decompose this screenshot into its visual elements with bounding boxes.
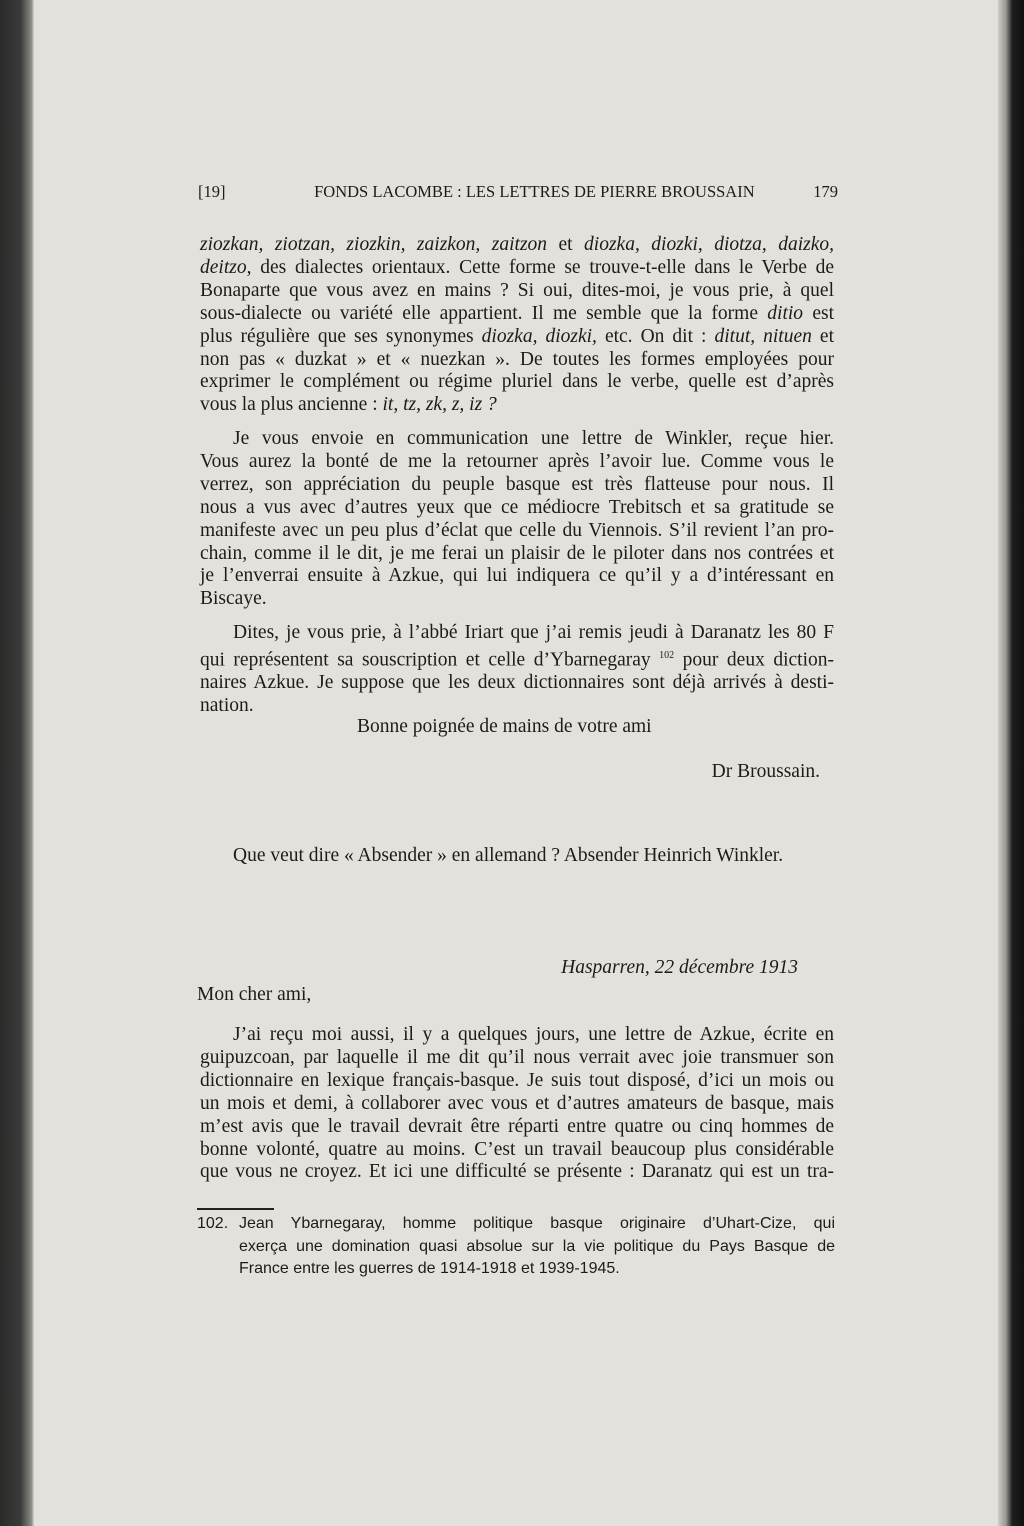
text-line — [200, 1161, 834, 1184]
text-segment: diozka, diozki, diotza, daizko, — [584, 234, 835, 255]
text-segment: etc. On dit : — [596, 325, 715, 347]
text-segment: naires Azkue. Je suppose que les deux dictionnaires sont déjà arrivés à desti- — [200, 672, 834, 694]
text-segment: it, tz, zk, z, iz ? — [382, 394, 497, 416]
text-line — [200, 543, 834, 566]
footnote-reference: 102 — [659, 649, 675, 661]
section-number: [19] — [198, 182, 226, 201]
text-line — [200, 451, 834, 474]
text-line — [200, 303, 834, 326]
text-segment: ziozkan, ziotzan, ziozkin, zaizkon, zaitzon — [200, 234, 548, 255]
text-segment: et — [811, 325, 834, 347]
text-segment: que vous ne croyez. Et ici une difficulté se présente : Daranatz qui est un tra- — [200, 1161, 834, 1183]
text-line — [200, 428, 834, 451]
text-segment: verrez, son appréciation du peuple basque est très flatteuse pour nous. Il — [200, 473, 834, 495]
text-line — [200, 280, 834, 303]
closing-line: Bonne poignée de mains de votre ami — [357, 716, 652, 737]
text-line — [200, 349, 834, 372]
text-line — [200, 1139, 834, 1162]
page-right-edge — [998, 0, 1024, 1526]
text-segment: Je vous envoie en communication une lettre de Winkler, reçue hier. — [233, 428, 834, 449]
paragraph-2 — [200, 428, 834, 611]
text-line — [200, 234, 834, 257]
text-line — [200, 497, 834, 520]
text-segment: un mois et demi, à collaborer avec vous et d’autres amateurs de basque, mais — [200, 1092, 834, 1114]
text-segment: nation. — [200, 695, 254, 717]
footnote-line: exerça une domination quasi absolue sur la vie politique du Pays Basque de — [239, 1237, 835, 1255]
text-segment: je l’enverrai ensuite à Azkue, qui lui indiquera ce qu’il y a d’intéressant en — [200, 565, 834, 587]
text-segment: ditio — [767, 302, 804, 324]
text-segment: chain, comme il le dit, je me ferai un plaisir de le piloter dans nos contrées et — [200, 542, 834, 564]
text-line — [200, 1024, 834, 1047]
text-line — [200, 520, 834, 543]
text-line — [200, 371, 834, 394]
text-line — [200, 645, 834, 672]
text-segment: m’est avis que le travail devrait être réparti entre quatre ou cinq hommes de — [200, 1115, 834, 1137]
text-segment: dictionnaire en lexique français-basque. Je suis tout disposé, d’ici un mois ou — [200, 1069, 834, 1091]
book-gutter-edge — [0, 0, 34, 1526]
text-segment: vous la plus ancienne : — [200, 394, 383, 416]
text-segment: Vous aurez la bonté de me la retourner après l’avoir lue. Comme vous le — [200, 450, 834, 472]
paragraph-3 — [200, 622, 834, 718]
postscript: Que veut dire « Absender » en allemand ? Absender Heinrich Winkler. — [233, 845, 784, 866]
text-line — [200, 588, 834, 611]
text-segment: bonne volonté, quatre au moins. C’est un travail beaucoup plus considérable — [200, 1138, 834, 1160]
footnote-line: Jean Ybarnegaray, homme politique basque originaire d’Uhart-Cize, qui — [239, 1215, 835, 1232]
footnote — [197, 1213, 835, 1281]
text-line — [200, 695, 834, 718]
footnote-rule — [197, 1208, 274, 1210]
text-segment: ditut, nituen — [714, 325, 812, 347]
text-segment: manifeste avec un peu plus d’éclat que celle du Viennois. S’il revient l’an pro- — [200, 519, 834, 541]
text-segment: non pas « duzkat » et « nuezkan ». De toutes les formes employées pour — [200, 348, 834, 370]
text-segment: Dites, je vous prie, à l’abbé Iriart que j’ai remis jeudi à Daranatz les 80 F — [233, 622, 834, 643]
text-line — [200, 394, 834, 417]
page-number: 179 — [813, 182, 838, 201]
salutation: Mon cher ami, — [197, 984, 312, 1005]
text-line — [200, 1047, 834, 1070]
footnote-number: 102. — [197, 1215, 229, 1232]
text-line — [200, 565, 834, 588]
text-line — [200, 326, 834, 349]
text-line — [200, 1116, 834, 1139]
text-segment: pour deux diction- — [674, 649, 834, 671]
footnote-line: France entre les guerres de 1914-1918 et 1939-1945. — [239, 1260, 620, 1277]
text-segment: des dialectes orientaux. Cette forme se trouve-t-elle dans le Verbe de — [251, 256, 834, 278]
text-line — [200, 474, 834, 497]
text-segment: Biscaye. — [200, 588, 267, 610]
text-segment: plus régulière que ses synonymes — [200, 325, 482, 347]
text-line — [200, 1093, 834, 1116]
signature: Dr Broussain. — [711, 761, 820, 782]
running-header — [198, 182, 838, 202]
running-title: FONDS LACOMBE : LES LETTRES DE PIERRE BROUSSAIN — [314, 182, 755, 201]
text-segment: exprimer le complément ou régime pluriel dans le verbe, quelle est d’après — [200, 371, 834, 393]
text-segment: deitzo, — [200, 256, 252, 278]
text-segment: sous-dialecte ou variété elle appartient. Il me semble que la forme — [200, 302, 768, 324]
text-segment: est — [803, 302, 834, 324]
text-segment: guipuzcoan, par laquelle il me dit qu’il nous verrait avec joie transmuer son — [200, 1046, 834, 1068]
paragraph-4 — [200, 1024, 834, 1184]
paragraph-1 — [200, 234, 834, 417]
text-line — [200, 257, 834, 280]
text-segment: J’ai reçu moi aussi, il y a quelques jours, une lettre de Azkue, écrite en — [233, 1024, 834, 1045]
text-segment: qui représentent sa souscription et celle d’Ybarnegaray — [200, 649, 660, 671]
date-line: Hasparren, 22 décembre 1913 — [561, 957, 798, 978]
text-line — [200, 1070, 834, 1093]
text-segment: et — [547, 234, 585, 255]
text-line — [200, 672, 834, 695]
text-segment: Bonaparte que vous avez en mains ? Si oui, dites-moi, je vous prie, à quel — [200, 279, 834, 301]
text-segment: nous a vus avec d’autres yeux que ce médiocre Trebitsch et sa gratitude se — [200, 496, 834, 518]
text-line — [200, 622, 834, 645]
text-segment: diozka, diozki, — [481, 325, 597, 347]
